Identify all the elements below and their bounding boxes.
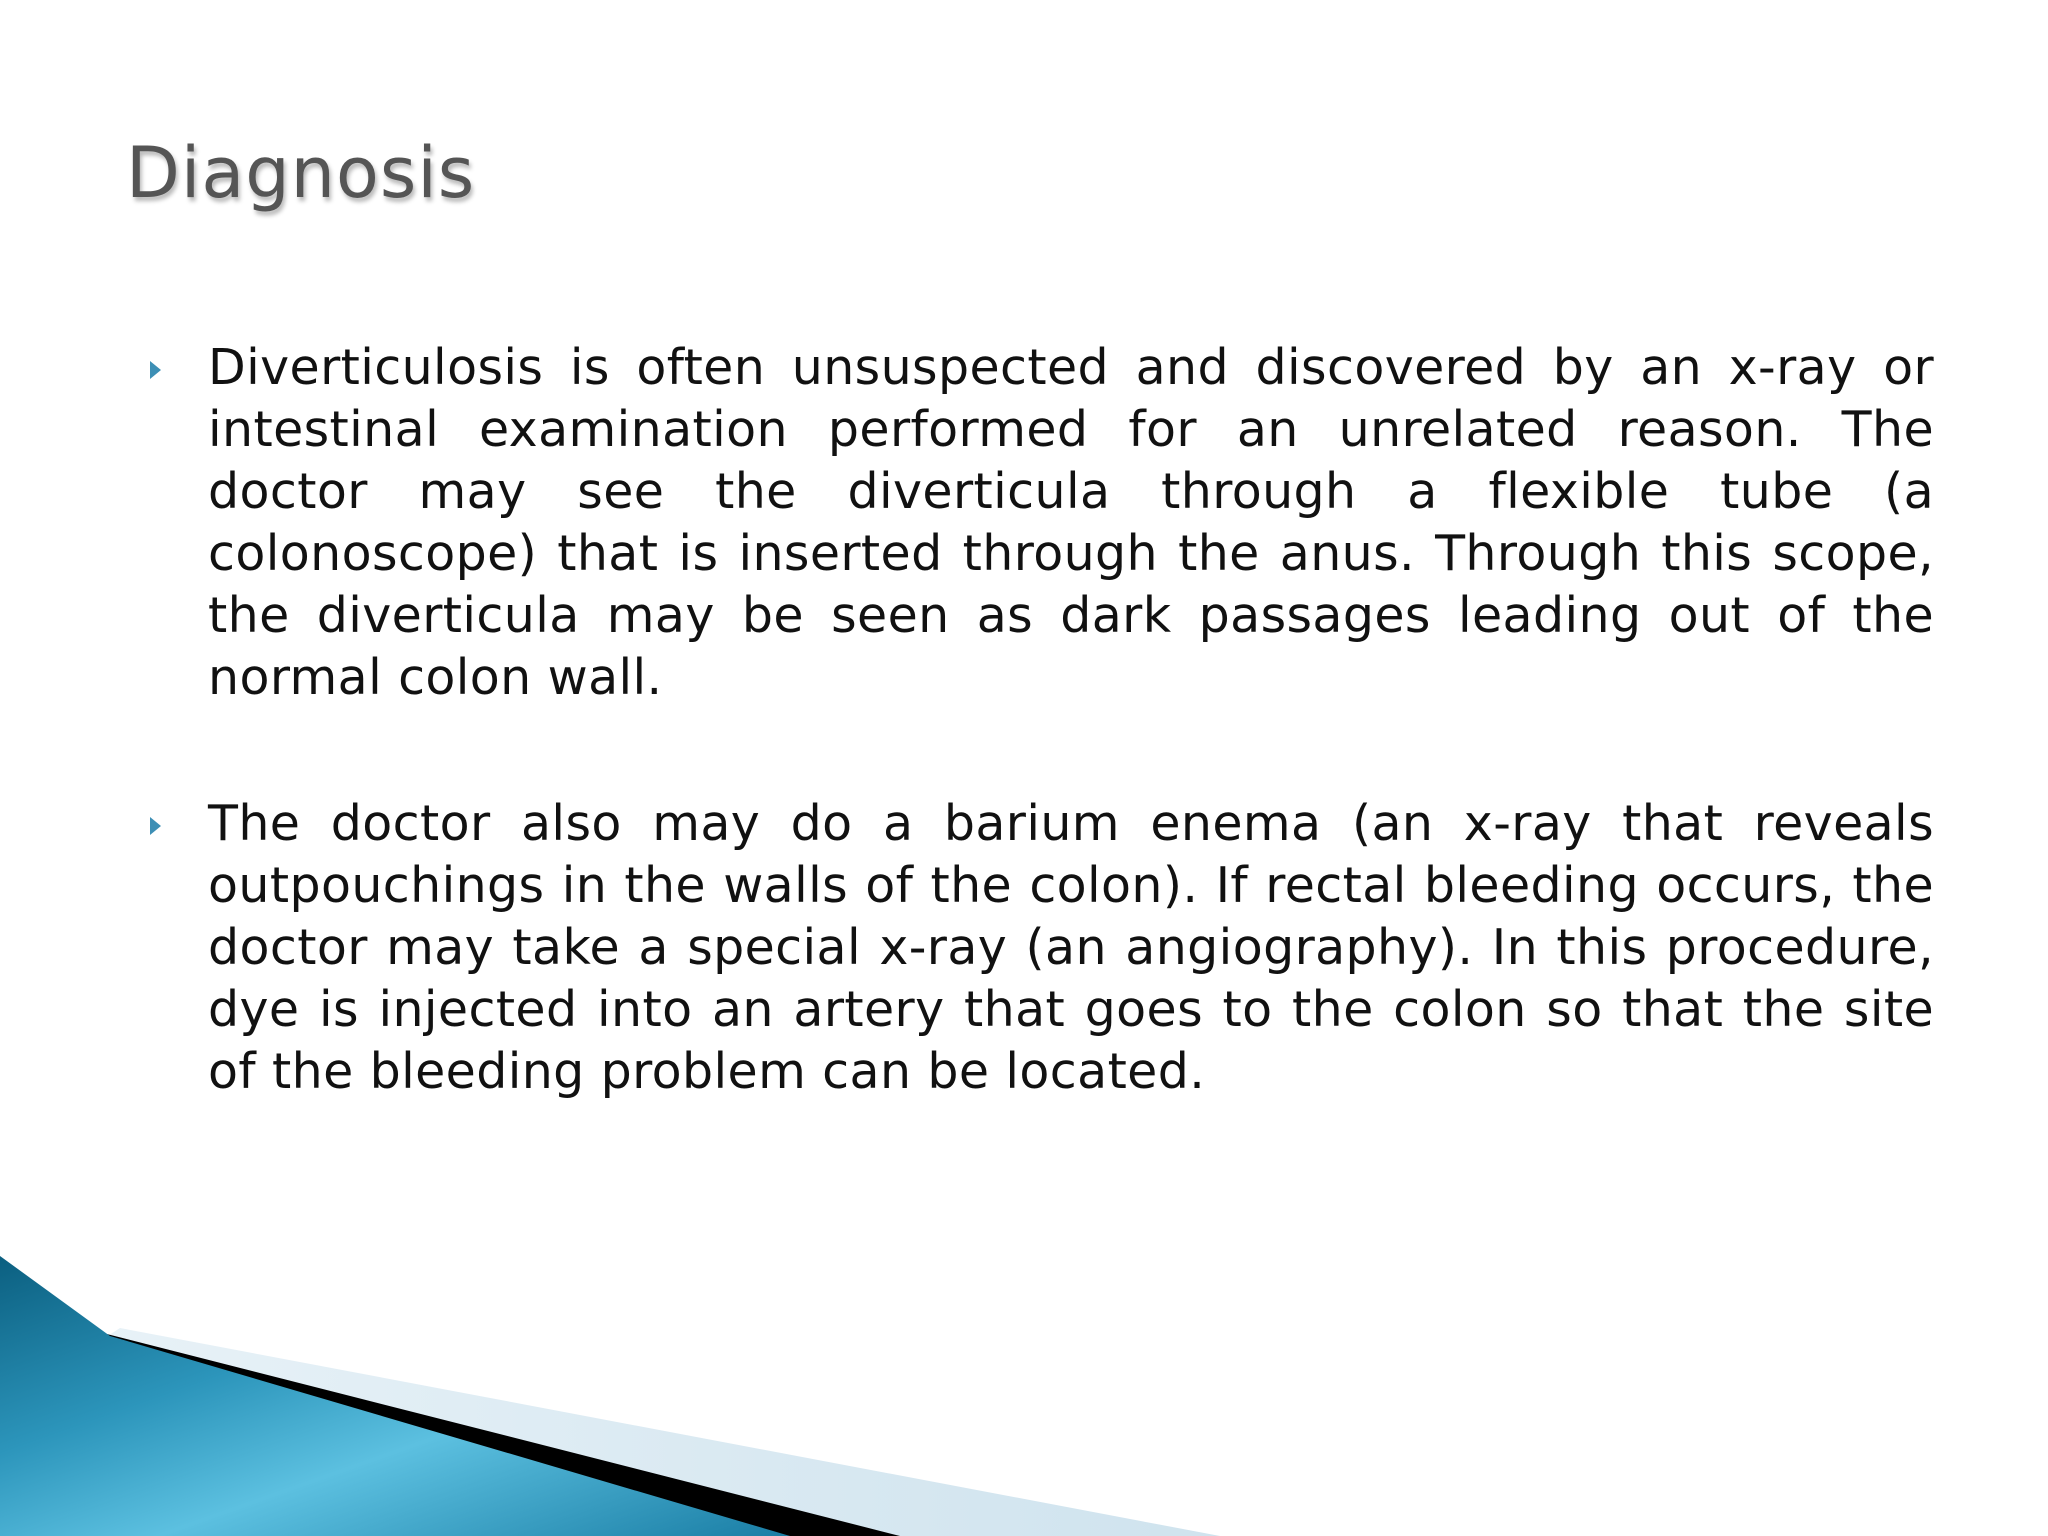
bullet-text: The doctor also may do a barium enema (an x-ray that reveals outpouchings in the walls of the colon). If rectal bleeding occurs, the doctor may take a special x-ray (an angiography). In this procedure, dye is injected into an artery that goes to the colon so that the site of the bleeding problem can be located. [208,795,1934,1100]
bullet-text: Diverticulosis is often unsuspected and discovered by an x-ray or intestinal examination performed for an unrelated reason. The doctor may see the diverticula through a flexible tube (a colonoscope) that is inserted through the anus. Through this scope, the diverticula may be seen as dark passages leading out of the normal colon wall. [208,339,1934,706]
slide-title: Diagnosis [126,132,476,214]
triangle-bullet-icon [150,817,161,835]
decorative-corner-graphic [0,1256,2048,1536]
triangle-bullet-icon [150,361,161,379]
